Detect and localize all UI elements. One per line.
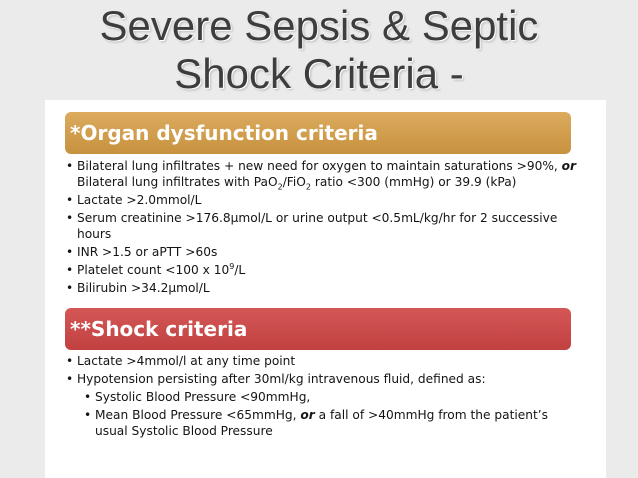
bilateral-oxygen-text: Bilateral lung infiltrates + new need for oxygen to maintain saturations >90%, — [77, 159, 558, 173]
slide-title-line-2: Shock Criteria - — [174, 50, 464, 97]
or-emphasis: or — [561, 159, 577, 173]
systolic-bp-text: Systolic Blood Pressure <90mmHg, — [95, 390, 311, 404]
list-item-creatinine — [65, 210, 580, 242]
organ-dysfunction-list — [65, 158, 580, 298]
list-item-systolic-bp — [65, 389, 580, 405]
list-item-inr — [65, 244, 580, 260]
or-emphasis: or — [300, 408, 315, 422]
slide-title-line-1: Severe Sepsis & Septic — [99, 2, 539, 49]
creatinine-text: Serum creatinine >176.8µmol/L or urine output <0.5mL/kg/hr for 2 successive hours — [77, 211, 558, 241]
hypotension-text: Hypotension persisting after 30ml/kg intravenous fluid, defined as: — [77, 372, 486, 386]
criteria-panel — [45, 100, 606, 478]
organ-dysfunction-heading: *Organ dysfunction criteria — [65, 112, 571, 154]
fio2-text: /FiO — [282, 175, 306, 189]
lactate-text: Lactate >2.0mmol/L — [77, 193, 202, 207]
list-item-mean-bp — [65, 407, 580, 439]
list-item-lactate — [65, 192, 580, 208]
list-item-bilirubin — [65, 280, 580, 296]
shock-criteria-list — [65, 353, 580, 441]
bilirubin-text: Bilirubin >34.2µmol/L — [77, 281, 210, 295]
shock-criteria-heading: **Shock criteria — [65, 308, 571, 350]
fio2-subscript: 2 — [305, 182, 311, 192]
list-item-hypotension — [65, 371, 580, 387]
shock-lactate-text: Lactate >4mmol/l at any time point — [77, 354, 296, 368]
platelet-unit: /L — [234, 263, 246, 277]
ratio-text: ratio <300 (mmHg) or 39.9 (kPa) — [311, 175, 517, 189]
inr-text: INR >1.5 or aPTT >60s — [77, 245, 218, 259]
mean-bp-text: Mean Blood Pressure <65mmHg, — [95, 408, 297, 422]
list-item-bilateral-infiltrates — [65, 158, 580, 190]
list-item-shock-lactate — [65, 353, 580, 369]
pao2-subscript: 2 — [277, 182, 283, 192]
mean-bp-fall-text: a fall of >40mmHg from the patient’s usual Systolic Blood Pressure — [95, 408, 548, 438]
slide-title — [0, 2, 638, 98]
pao2-text: Bilateral lung infiltrates with PaO — [77, 175, 278, 189]
platelet-text: Platelet count <100 x 10 — [77, 263, 230, 277]
platelet-superscript: 9 — [229, 261, 235, 271]
list-item-platelet — [65, 262, 580, 278]
